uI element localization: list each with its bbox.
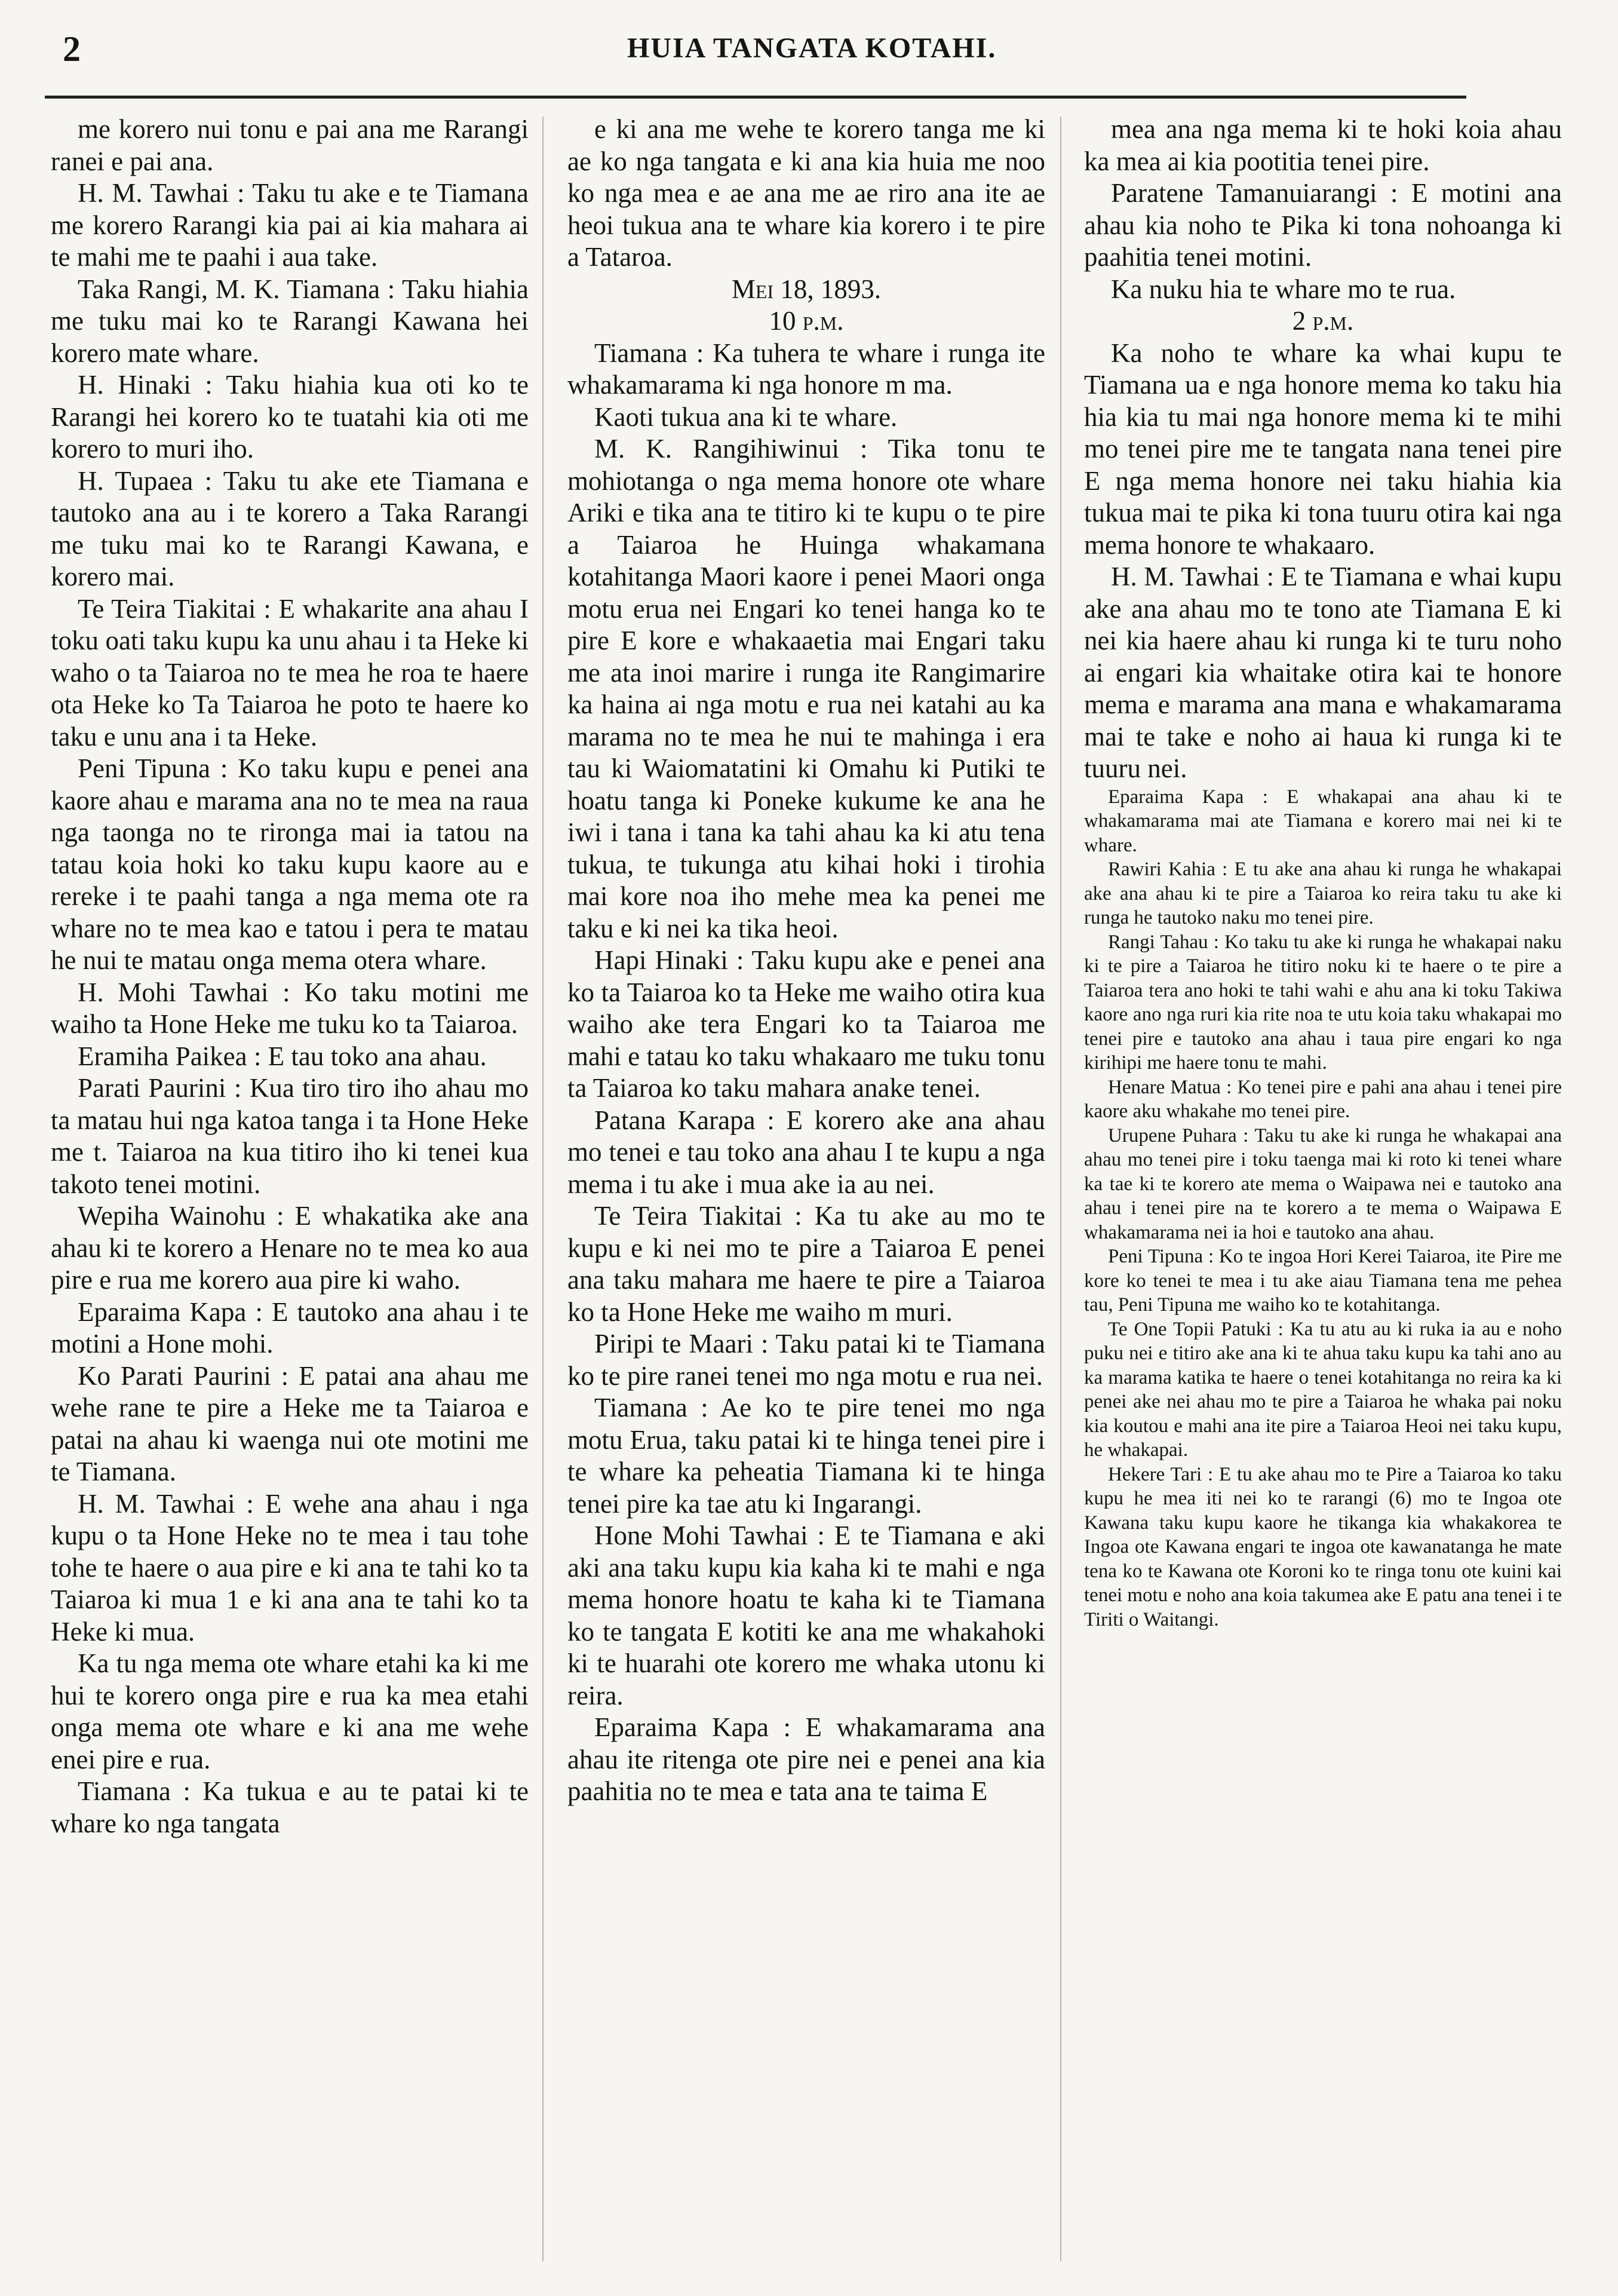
paragraph: H. M. Tawhai : Taku tu ake e te Tiamana me korero Rarangi kia pai ai kia mahara ai te mahi me te paahi i aua take. xyxy=(51,178,529,272)
paragraph: H. M. Tawhai : E wehe ana ahau i nga kupu o ta Hone Heke no te mea i tau tohe tohe te haere o aua pire e ki ana te tahi ko ta Taiaroa ki mua 1 e ki ana ana te tahi ko ta Heke ki mua. xyxy=(51,1488,529,1647)
paragraph: Paratene Tamanuiarangi : E motini ana ahau kia noho te Pika ki tona nohoanga ki paahitia tenei motini. xyxy=(1084,178,1562,272)
paragraph: Te Teira Tiakitai : Ka tu ake au mo te kupu e ki nei mo te pire a Taiaroa E penei ana taku mahara me haere te pire a Taiaroa ko ta Hone Heke me waiho m muri. xyxy=(567,1201,1045,1327)
paragraph: Eparaima Kapa : E whakamarama ana ahau ite ritenga ote pire nei e penei ana kia paahitia no te mea e tata ana te taima E xyxy=(567,1712,1045,1806)
paragraph: Rawiri Kahia : E tu ake ana ahau ki runga he whakapai ake ana ahau ki te pire a Taiaroa ko reira taku tu ake ki runga he tautoko naku mo tenei pire. xyxy=(1084,859,1562,928)
date-heading: 10 p.m. xyxy=(769,306,844,336)
paragraph: Ka tu nga mema ote whare etahi ka ki me hui te korero onga pire e rua ka mea etahi onga mema ote whare e ki ana me wehe enei pire e rua. xyxy=(51,1648,529,1774)
paragraph: Eparaima Kapa : E tautoko ana ahau i te motini a Hone mohi. xyxy=(51,1296,529,1359)
date-heading: Mei 18, 1893. xyxy=(731,274,882,304)
paragraph: Parati Paurini : Kua tiro tiro iho ahau mo ta matau hui nga katoa tanga i ta Hone Heke me t. Taiaroa na kua titiro iho ki tenei kua takoto tenei motini. xyxy=(51,1073,529,1199)
paragraph: Peni Tipuna : Ko te ingoa Hori Kerei Taiaroa, ite Pire me kore ko tenei te mea i tu ake aiau Tiamana tena me pehea tau, Peni Tipuna me waiho ko te kotahitanga. xyxy=(1084,1246,1562,1316)
paragraph: Hekere Tari : E tu ake ahau mo te Pire a Taiaroa ko taku kupu he mea iti nei ko te rarangi (6) mo te Ingoa ote Kawana taku kupu kaore he tikanga kia whakakorea te Ingoa ote Kawana engari te ingoa ote kawanatanga he mate tena ko te Kawana ote Koroni ko te ringa tonu ote kuini kai tenei motu e noho ana koia takumea ake E patu ana tenei i te Tiriti o Waitangi. xyxy=(1084,1463,1562,1630)
paragraph: Tiamana : Ae ko te pire tenei mo nga motu Erua, taku patai ki te hinga tenei pire i te whare ka peheatia Tiamana ki te hinga tenei pire ka tae atu ki Ingarangi. xyxy=(567,1393,1045,1519)
paragraph: Eparaima Kapa : E whakapai ana ahau ki te whakamarama mai ate Tiamana e korero mai nei ki te whare. xyxy=(1084,786,1562,856)
paragraph: Urupene Puhara : Taku tu ake ki runga he whakapai ana ahau mo tenei pire i toku taenga mai ki roto ki tenei whare ka tae ki te korero ate mema o Waipawa nei e tautoko ana ahau i tenei pire na te korero a te mema o Waipawa E whakamarama nei ia hoi e tautoko ana ahau. xyxy=(1084,1124,1562,1243)
paragraph: mea ana nga mema ki te hoki koia ahau ka mea ai kia pootitia tenei pire. xyxy=(1084,114,1562,176)
paragraph: me korero nui tonu e pai ana me Rarangi ranei e pai ana. xyxy=(51,114,529,176)
column-2 xyxy=(567,114,1045,2276)
paragraph: Wepiha Wainohu : E whakatika ake ana ahau ki te korero a Henare no te mea ko aua pire e rua me korero aua pire ki waho. xyxy=(51,1201,529,1295)
paragraph: H. Mohi Tawhai : Ko taku motini me waiho ta Hone Heke me tuku ko ta Taiaroa. xyxy=(51,977,529,1039)
paragraph: Hapi Hinaki : Taku kupu ake e penei ana ko ta Taiaroa ko ta Heke me waiho otira kua waiho ake tera Engari ko ta Taiaroa me mahi e tatau ko taku whakaaro me tuku tonu ta Taiaroa ko taku mahara anake tenei. xyxy=(567,945,1045,1103)
column-1 xyxy=(51,114,529,2276)
column-3 xyxy=(1084,114,1562,2276)
paragraph: Taka Rangi, M. K. Tiamana : Taku hiahia me tuku mai ko te Rarangi Kawana hei korero mate whare. xyxy=(51,274,529,368)
paragraph: Tiamana : Ka tuhera te whare i runga ite whakamarama ki nga honore m ma. xyxy=(567,338,1045,400)
paragraph: Rangi Tahau : Ko taku tu ake ki runga he whakapai naku ki te pire a Taiaroa he titiro noku ki te haere o te pire a Taiaroa tera ano hoki te tahi wahi e ahu ana ki toku Takiwa kaore ano nga ruri kia rite noa te utu koia taku whakapai mo tenei pire e tautoko ana ahau i taua pire engari ko nga kirihipi me haere tonu te mahi. xyxy=(1084,931,1562,1074)
paragraph: Tiamana : Ka tukua e au te patai ki te whare ko nga tangata xyxy=(51,1776,529,1838)
paragraph: e ki ana me wehe te korero tanga me ki ae ko nga tangata e ki ana kia huia me noo ko nga mea e ae ana me ae riro ana ite ae heoi tukua ana te whare kia korero i te pire a Tataroa. xyxy=(567,114,1045,272)
paragraph: Eramiha Paikea : E tau toko ana ahau. xyxy=(78,1041,487,1071)
paragraph: Piripi te Maari : Taku patai ki te Tiamana ko te pire ranei tenei mo nga motu e rua nei. xyxy=(567,1329,1045,1391)
running-title: HUIA TANGATA KOTAHI. xyxy=(627,32,997,64)
column-divider xyxy=(1060,117,1061,2261)
paragraph: Peni Tipuna : Ko taku kupu e penei ana kaore ahau e marama ana no te mea na raua nga taonga no te rironga mai ia tatou na tatau koia hoki ko taku kupu kaore au e rereke i te paahi tanga a nga mema ote ra whare no te mea kao e tatou i pera te matau he nui te matau onga mema otera whare. xyxy=(51,753,529,975)
paragraph: Te One Topii Patuki : Ka tu atu au ki ruka ia au e noho puku nei e titiro ake ana ki te ahua taku kupu ka tahi ano au ka marama katika te haere o tenei kotahitanga no reira ka ki penei ake nei ahau mo te pire a Taiaroa he whaka pai noku kia koutou e mahi ana ite pire a Taiaroa Heoi nei taku kupu, he whakapai. xyxy=(1084,1318,1562,1461)
paragraph: H. M. Tawhai : E te Tiamana e whai kupu ake ana ahau mo te tono ate Tiamana E ki nei kia haere ahau ki runga ki te turu noho ai engari kia whaitake otira kai te honore mema e marama ana mana e whakamarama mai te take e noho ai haua ki runga ki te tuuru nei. xyxy=(1084,562,1562,783)
paragraph: Ko Parati Paurini : E patai ana ahau me wehe rane te pire a Heke me ta Taiaroa e patai na ahau ki waenga nui ote motini me te Tiamana. xyxy=(51,1360,529,1486)
paragraph: Kaoti tukua ana ki te whare. xyxy=(594,401,898,432)
paragraph: Ka noho te whare ka whai kupu te Tiamana ua e nga honore mema ko taku hia hia kia tu mai nga honore mema ki te mihi mo tenei pire me te tangata nana tenei pire E nga mema honore nei taku hiahia kia tukua mai te pika ki tona tuuru otira kai nga mema honore te whakaaro. xyxy=(1084,338,1562,560)
page-header xyxy=(36,29,1469,106)
paragraph: H. Tupaea : Taku tu ake ete Tiamana e tautoko ana au i te korero a Taka Rarangi me tuku mai ko te Rarangi Kawana, e korero mai. xyxy=(51,465,529,591)
paragraph: Hone Mohi Tawhai : E te Tiamana e aki aki ana taku kupu kia kaha ki te mahi e nga mema honore hoatu te kaha ki te Tiamana ko te tangata E kotiti ke ana me whakahoki ki te huarahi ote korero me whaka utonu ki reira. xyxy=(567,1521,1045,1710)
paragraph: Patana Karapa : E korero ake ana ahau mo tenei e tau toko ana ahau I te kupu a nga mema i tu ake i mua ake ia au nei. xyxy=(567,1105,1045,1199)
paragraph: Ka nuku hia te whare mo te rua. xyxy=(1111,274,1456,304)
page-number: 2 xyxy=(63,29,81,69)
paragraph: H. Hinaki : Taku hiahia kua oti ko te Rarangi hei korero ko te tuatahi kia oti me korero to muri iho. xyxy=(51,370,529,464)
paragraph: Te Teira Tiakitai : E whakarite ana ahau I toku oati taku kupu ka unu ahau i ta Heke ki waho o ta Taiaroa no te mea he roa te haere ota Heke ko Ta Taiaroa he poto te haere ko taku e unu ana i ta Heke. xyxy=(51,593,529,752)
paragraph: Henare Matua : Ko tenei pire e pahi ana ahau i tenei pire kaore aku whakahe mo tenei pire. xyxy=(1084,1076,1562,1122)
header-rule xyxy=(45,96,1466,99)
date-heading: 2 p.m. xyxy=(1292,306,1354,336)
paragraph: M. K. Rangihiwinui : Tika tonu te mohiotanga o nga mema honore ote whare Ariki e tika ana te titiro ki te kupu o te pire a Taiaroa he Huinga whakamana kotahitanga Maori kaore i penei Maori onga motu erua nei Engari ko tenei hanga ko te pire E kore e whakaaetia mai Engari taku me ata inoi marire i runga ite Rangimarire ka haina ai nga motu e rua nei katahi au ka marama no te mea he nui te mahinga i era tau ki Waiomatatini ki Omahu ki Putiki te hoatu tanga ki Poneke kukume ke ana he iwi i tana i tana ka tahi ahau ka ki atu tena tukua, te tukunga atu kihai hoki i tirohia mai kore noa iho mehe mea ka penei me taku e ki nei ka tika heoi. xyxy=(567,434,1045,943)
column-divider xyxy=(542,117,544,2261)
